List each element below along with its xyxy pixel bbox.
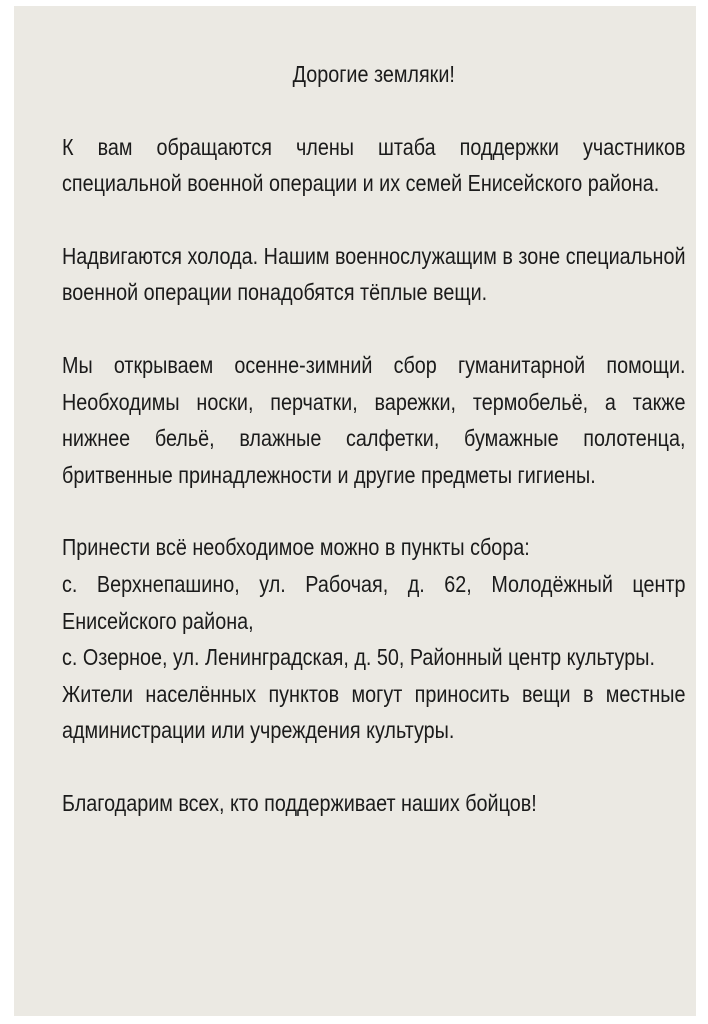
collection-point-verkhnepashino: с. Верхнепашино, ул. Рабочая, д. 62, Молодёжный центр Енисейского района, bbox=[62, 570, 686, 634]
collection-point-ozernoe: с. Озерное, ул. Ленинградская, д. 50, Районный центр культуры. bbox=[62, 644, 655, 671]
residents-note: Жители населённых пунктов могут приносить вещи в местные администрации или учреждения культуры. bbox=[62, 680, 686, 744]
document-sheet bbox=[14, 6, 696, 1016]
letter-body bbox=[62, 56, 686, 822]
collection-paragraph: Мы открываем осенне-зимний сбор гуманитарной помощи. Необходимы носки, перчатки, варежки, термобельё, а также нижнее бельё, влажные салфетки, бумажные полотенца, бритвенные принадлежности и другие предметы гигиены. bbox=[62, 351, 686, 488]
collection-points-intro: Принести всё необходимое можно в пункты сбора: bbox=[62, 534, 530, 561]
intro-paragraph: К вам обращаются члены штаба поддержки участников специальной военной операции и их семей Енисейского района. bbox=[62, 133, 686, 197]
collection-points-paragraph bbox=[62, 529, 686, 749]
cold-weather-paragraph: Надвигаются холода. Нашим военнослужащим в зоне специальной военной операции понадобятся тёплые вещи. bbox=[62, 242, 686, 306]
closing-line: Благодарим всех, кто поддерживает наших бойцов! bbox=[62, 789, 537, 816]
letter-title: Дорогие земляки! bbox=[292, 61, 455, 87]
